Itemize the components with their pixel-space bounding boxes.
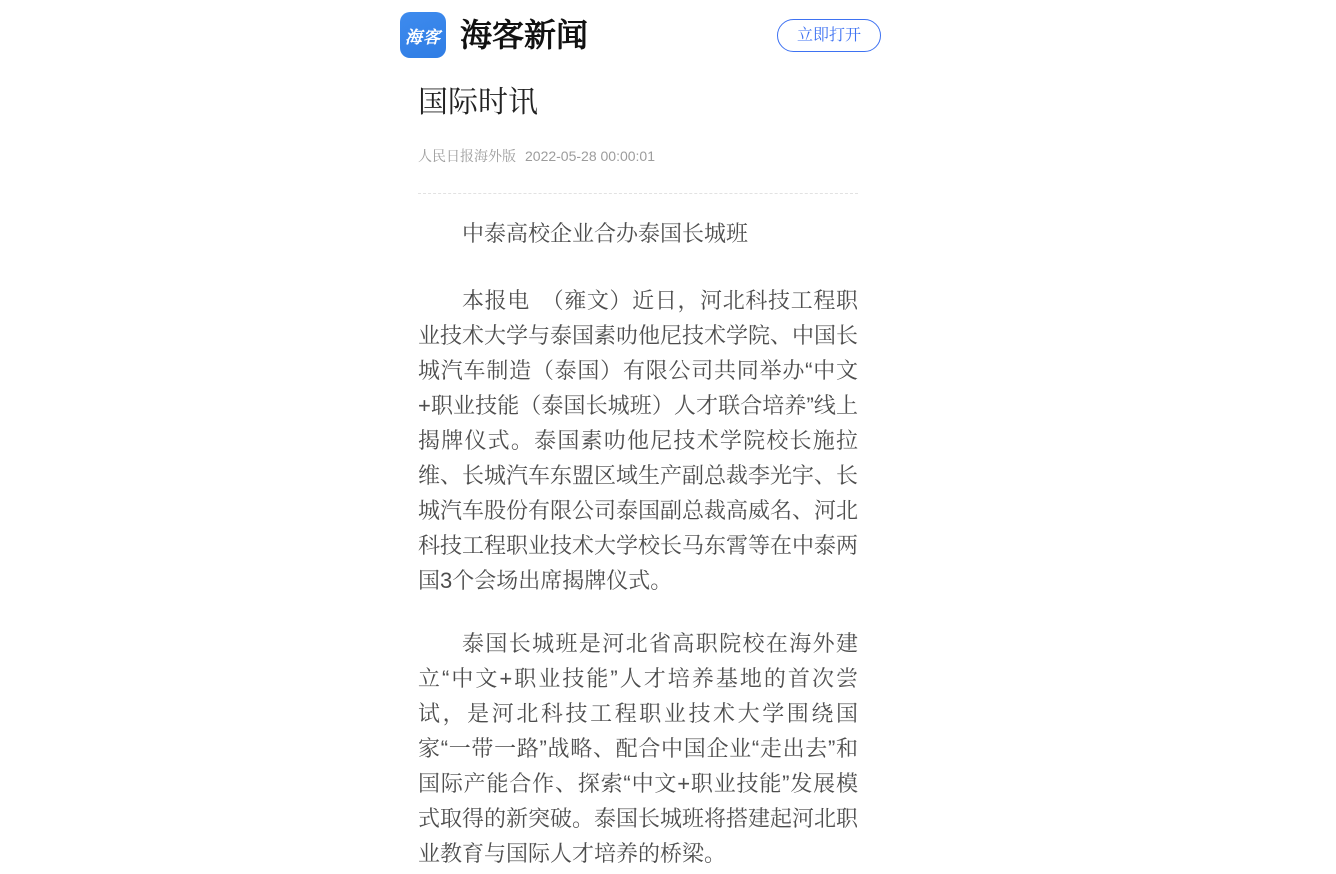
article-source: 人民日报海外版 xyxy=(418,148,516,164)
open-app-button[interactable]: 立即打开 xyxy=(777,19,881,52)
article-meta xyxy=(418,146,858,166)
article-datetime: 2022-05-28 00:00:01 xyxy=(525,148,655,164)
article-subtitle: 中泰高校企业合办泰国长城班 xyxy=(462,221,749,246)
logo-text: 海客 xyxy=(405,27,441,47)
page-container xyxy=(400,12,881,871)
brand-title: 海客新闻 xyxy=(460,17,589,53)
article-paragraph: 本报电 （雍文）近日，河北科技工程职业技术大学与泰国素叻他尼技术学院、中国长城汽车制造（泰国）有限公司共同举办“中文+职业技能（泰国长城班）人才联合培养”线上揭牌仪式。泰国素叻他尼技术学院校长施拉维、长城汽车东盟区域生产副总裁李光宇、长城汽车股份有限公司泰国副总裁高威名、河北科技工程职业技术大学校长马东霄等在中泰两国3个会场出席揭牌仪式。 xyxy=(418,288,859,593)
dashed-divider xyxy=(418,193,858,194)
haike-logo-icon[interactable] xyxy=(400,12,446,58)
article-title: 国际时讯 xyxy=(418,86,538,119)
article-paragraph: 泰国长城班是河北省高职院校在海外建立“中文+职业技能”人才培养基地的首次尝试，是河北科技工程职业技术大学围绕国家“一带一路”战略、配合中国企业“走出去”和国际产能合作、探索“中文+职业技能”发展模式取得的新突破。泰国长城班将搭建起河北职业教育与国际人才培养的桥梁。 xyxy=(418,631,859,866)
article-container xyxy=(418,84,858,871)
app-header xyxy=(400,12,881,58)
article-body xyxy=(418,216,858,871)
